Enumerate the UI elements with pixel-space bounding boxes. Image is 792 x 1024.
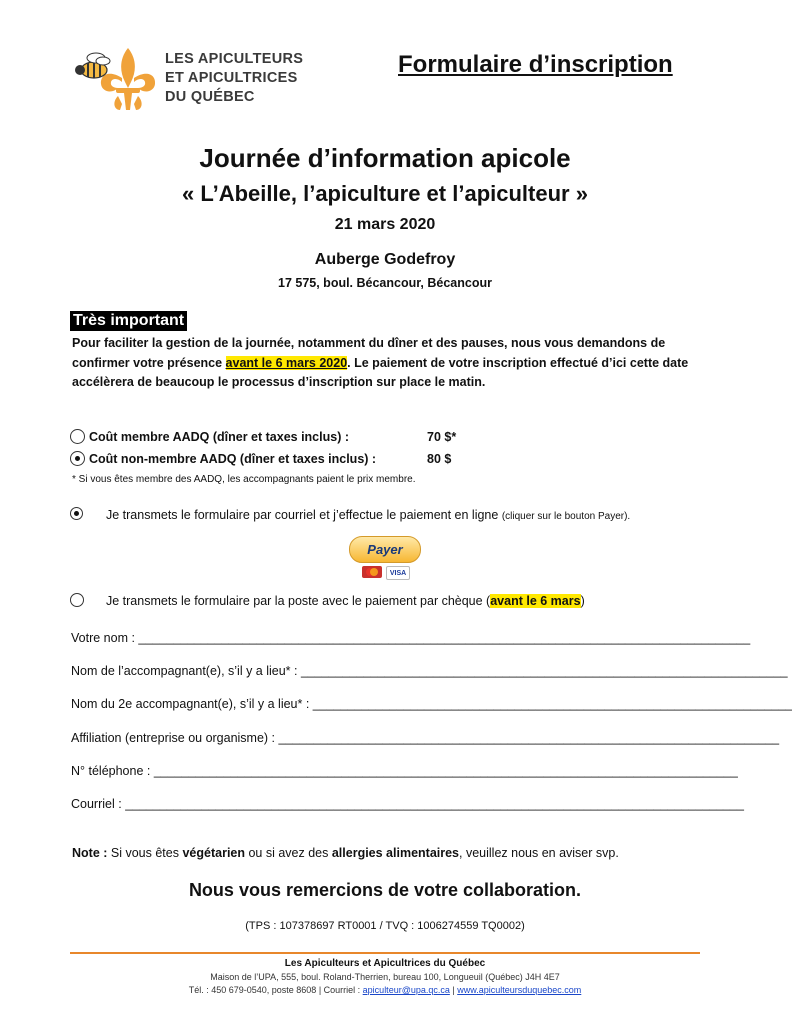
field-line: ______________________________________________________________________ [300,664,788,678]
footer-contact [0,985,770,995]
field-label: Affiliation (entreprise ou organisme) : [71,731,279,745]
online-payment-radio[interactable] [70,507,83,520]
member-cost-label: Coût membre AADQ (dîner et taxes inclus) : [89,430,349,444]
field-line: _________________________________________________________________________________________ [125,797,744,811]
field-label: Nom du 2e accompagnant(e), s’il y a lieu* : [71,697,313,711]
deadline-highlight: avant le 6 mars 2020 [225,355,348,370]
mastercard-icon [362,566,382,578]
mail-payment-radio[interactable] [70,593,84,607]
member-note: * Si vous êtes membre des AADQ, les accompagnants paient le prix membre. [72,474,416,485]
phone-field[interactable] [71,764,738,778]
note-text-2: ou si avez des [245,846,332,860]
field-line: ________________________________________________________________________________________ [138,631,751,645]
important-text-2: . Le paiement de votre inscription effectué d’ici cette date accélèrera de beaucoup le processus d’inscription sur place le matin. [72,355,689,389]
event-address: 17 575, boul. Bécancour, Bécancour [278,276,492,290]
field-label: Courriel : [71,797,126,811]
name-field[interactable] [71,631,751,645]
footer-email-link[interactable]: apiculteur@upa.qc.ca [362,985,450,995]
member-radio[interactable] [70,429,85,444]
online-payment-hint: (cliquer sur le bouton Payer). [501,511,631,522]
logo-line-3: DU QUÉBEC [165,89,255,105]
footer-sep-1: | Courriel : [316,985,363,995]
mail-payment-close: ) [580,594,585,608]
event-date: 21 mars 2020 [334,216,436,233]
footer-phone: Tél. : 450 679-0540, poste 8608 [188,985,317,995]
field-line: ____________________________________________________________________________________ [153,764,738,778]
logo-line-2: ET APICULTRICES [165,70,298,86]
mail-payment-text [106,594,585,608]
nonmember-cost-label: Coût non-membre AADQ (dîner et taxes inclus) : [89,452,377,466]
footer-website-link[interactable]: www.apiculteursduquebec.com [457,985,582,995]
event-title: Journée d’information apicole [199,143,571,173]
footer-address: Maison de l’UPA, 555, boul. Roland-Therrien, bureau 100, Longueuil (Québec) J4H 4E7 [210,972,560,982]
thanks-message: Nous vous remercions de votre collaboration. [188,880,582,900]
footer-org: Les Apiculteurs et Apicultrices du Québec [284,958,486,969]
companion-field[interactable] [71,664,788,678]
note-bold-allergies: allergies alimentaires [331,846,460,860]
logo-line-1: LES APICULTEURS [165,51,304,67]
affiliation-field[interactable] [71,731,780,745]
radio-selected-dot [74,511,79,516]
note-text-1: Si vous êtes [107,846,183,860]
online-payment-label: Je transmets le formulaire par courriel et j’effectue le paiement en ligne [106,508,502,522]
member-cost-price: 70 $* [427,430,457,444]
important-label: Très important [70,311,187,331]
important-text-1: Pour faciliter la gestion de la journée, notamment du dîner et des pauses, nous vous demandons de confirmer votre présence [72,336,666,370]
nonmember-cost-price: 80 $ [427,452,452,466]
important-paragraph [72,334,712,393]
logo-text [165,50,303,107]
note-bold-vegetarian: végétarien [182,846,245,860]
event-venue: Auberge Godefroy [314,251,456,268]
event-subtitle: « L’Abeille, l’apiculture et l’apiculteur » [182,181,588,206]
mail-deadline-highlight: avant le 6 mars [490,594,581,608]
footer-divider [70,952,700,954]
logo-fleur-de-lis [70,44,162,114]
tax-numbers: (TPS : 107378697 RT0001 / TVQ : 1006274559 TQ0002) [245,920,525,932]
note-label: Note : [72,846,108,860]
online-payment-text [106,508,630,522]
paypal-pay-button[interactable]: Payer [349,536,421,563]
dietary-note [72,846,619,860]
visa-card-icon: VISA [386,566,410,580]
nonmember-radio[interactable] [70,451,85,466]
mail-payment-label: Je transmets le formulaire par la poste avec le paiement par chèque ( [106,594,491,608]
form-title: Formulaire d’inscription [398,51,673,78]
field-label: Votre nom : [71,631,139,645]
radio-selected-dot [75,456,80,461]
field-label: Nom de l’accompagnant(e), s’il y a lieu* : [71,664,301,678]
field-line: ________________________________________________________________________ [278,731,780,745]
field-line: _____________________________________________________________________ [312,697,792,711]
note-text-3: , veuillez nous en aviser svp. [459,846,619,860]
second-companion-field[interactable] [71,697,792,711]
footer-sep-2: | [449,985,458,995]
field-label: N° téléphone : [71,764,154,778]
email-field[interactable] [71,797,744,811]
